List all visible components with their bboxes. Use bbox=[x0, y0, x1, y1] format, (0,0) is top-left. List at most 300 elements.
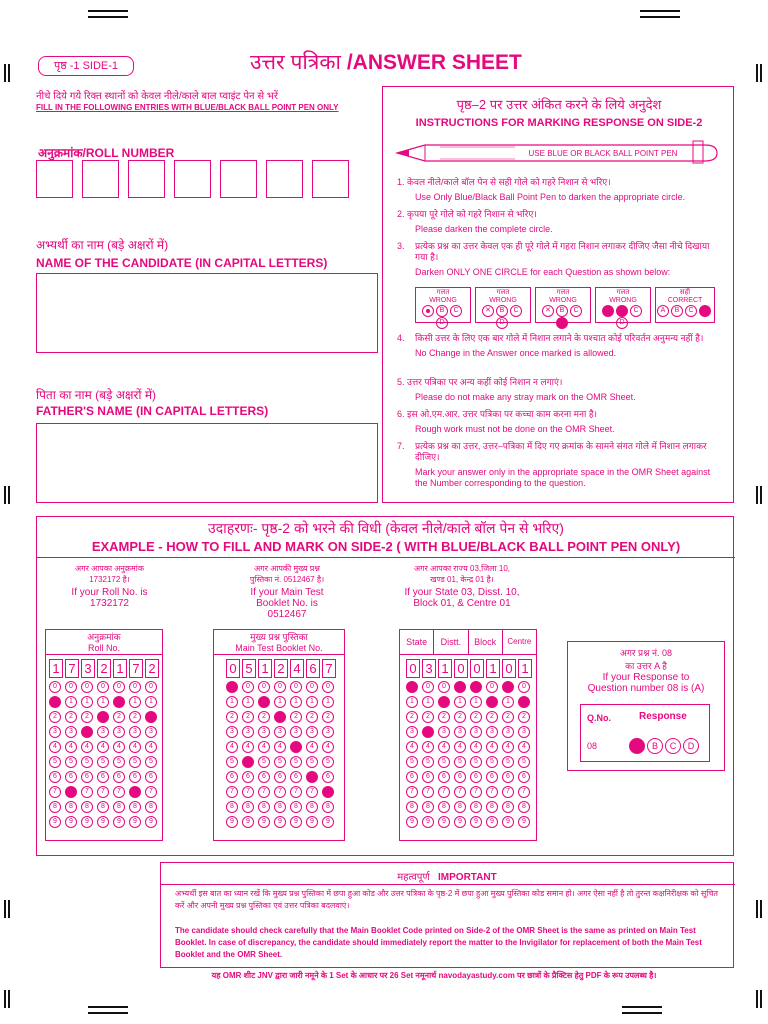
bubble-row bbox=[406, 741, 536, 756]
instructions-panel bbox=[382, 86, 734, 503]
digit-bubble[interactable] bbox=[322, 786, 334, 798]
digit-bubble[interactable] bbox=[242, 756, 254, 768]
digit-bubble[interactable]: 0 bbox=[306, 681, 318, 693]
digit-bubble[interactable]: 2 bbox=[290, 711, 302, 723]
digit-bubble[interactable]: 4 bbox=[65, 741, 77, 753]
digit-bubble[interactable]: 0 bbox=[486, 681, 498, 693]
bubble-row bbox=[226, 786, 344, 801]
example-divider bbox=[37, 557, 735, 558]
digit-bubble[interactable]: 3 bbox=[486, 726, 498, 738]
digit-bubble[interactable]: 9 bbox=[502, 816, 514, 828]
bubble-row bbox=[406, 771, 536, 786]
digit-bubble[interactable]: 8 bbox=[81, 801, 93, 813]
digit-bubble[interactable]: 7 bbox=[226, 786, 238, 798]
digit-bubble[interactable]: 4 bbox=[97, 741, 109, 753]
digit-bubble[interactable]: 5 bbox=[113, 756, 125, 768]
bubble-row bbox=[49, 816, 162, 831]
instruction-item-5: 5. उत्तर पत्रिका पर अन्य कहीं कोई निशान न लगाएं। Please do not make any stray mark on the OMR Sheet. bbox=[397, 377, 636, 402]
digit-bubble[interactable]: 4 bbox=[454, 741, 466, 753]
example-wrong-2: गलत WRONG ✕ B CD bbox=[475, 287, 531, 323]
digit-entry-cell[interactable]: 1 bbox=[113, 659, 127, 678]
digit-bubble[interactable]: 4 bbox=[113, 741, 125, 753]
digit-bubble[interactable]: 0 bbox=[65, 681, 77, 693]
response-example-box: अगर प्रश्न नं. 08 का उत्तर A है If your Response to Question number 08 is (A) Q.No. Response 08 B C D bbox=[567, 641, 725, 771]
digit-bubble[interactable]: 8 bbox=[322, 801, 334, 813]
bubble-row bbox=[226, 756, 344, 771]
candidate-name-field[interactable] bbox=[36, 273, 378, 353]
important-divider bbox=[161, 884, 735, 885]
digit-bubble[interactable]: 3 bbox=[454, 726, 466, 738]
digit-entry-cell[interactable]: 7 bbox=[65, 659, 79, 678]
digit-entry-cell[interactable]: 6 bbox=[306, 659, 320, 678]
bubble-row bbox=[406, 696, 536, 711]
digit-bubble[interactable]: 4 bbox=[470, 741, 482, 753]
digit-bubble[interactable]: 9 bbox=[145, 816, 157, 828]
side-label-box bbox=[38, 56, 134, 76]
digit-bubble[interactable]: 0 bbox=[322, 681, 334, 693]
digit-bubble[interactable]: 3 bbox=[258, 726, 270, 738]
bubble-row bbox=[226, 741, 344, 756]
digit-bubble[interactable]: 4 bbox=[306, 741, 318, 753]
digit-bubble[interactable]: 6 bbox=[258, 771, 270, 783]
digit-bubble[interactable]: 4 bbox=[406, 741, 418, 753]
digit-bubble[interactable]: 2 bbox=[129, 711, 141, 723]
digit-bubble[interactable]: 4 bbox=[242, 741, 254, 753]
digit-bubble[interactable]: 3 bbox=[49, 726, 61, 738]
digit-bubble[interactable]: 1 bbox=[145, 696, 157, 708]
digit-entry-row bbox=[406, 659, 536, 681]
digit-bubble[interactable]: 4 bbox=[258, 741, 270, 753]
digit-bubble[interactable]: 2 bbox=[242, 711, 254, 723]
digit-bubble[interactable]: 9 bbox=[422, 816, 434, 828]
digit-bubble[interactable]: 8 bbox=[65, 801, 77, 813]
digit-entry-cell[interactable]: 1 bbox=[518, 659, 532, 678]
digit-bubble[interactable]: 0 bbox=[274, 681, 286, 693]
digit-bubble[interactable] bbox=[438, 696, 450, 708]
digit-bubble[interactable]: 7 bbox=[502, 786, 514, 798]
digit-bubble[interactable]: 2 bbox=[226, 711, 238, 723]
option-a-bubble[interactable] bbox=[629, 738, 645, 754]
digit-bubble[interactable]: 0 bbox=[81, 681, 93, 693]
digit-bubble[interactable]: 3 bbox=[113, 726, 125, 738]
digit-bubble[interactable] bbox=[49, 696, 61, 708]
digit-bubble[interactable]: 7 bbox=[470, 786, 482, 798]
digit-bubble[interactable]: 9 bbox=[290, 816, 302, 828]
digit-bubble[interactable]: 6 bbox=[422, 771, 434, 783]
digit-bubble[interactable]: 5 bbox=[306, 756, 318, 768]
digit-bubble[interactable]: 4 bbox=[486, 741, 498, 753]
digit-bubble[interactable]: 8 bbox=[518, 801, 530, 813]
digit-bubble[interactable]: 7 bbox=[290, 786, 302, 798]
digit-bubble[interactable]: 9 bbox=[258, 816, 270, 828]
digit-bubble[interactable]: 5 bbox=[454, 756, 466, 768]
fill-note-hindi: नीचे दिये गये रिक्त स्थानों को केवल नीले/काले बाल प्वाइंट पेन से भरें bbox=[36, 91, 279, 102]
digit-bubble[interactable]: 4 bbox=[49, 741, 61, 753]
digit-entry-cell[interactable]: 0 bbox=[454, 659, 468, 678]
instruction-item-7: 7. प्रत्येक प्रश्न का उत्तर, उत्तर–पत्रिका में दिए गए क्रमांक के सामने संगत गोले में निशान लगाकर दीजिए। Mark your answer only in the appropriate space in the OMR Sheet against the Number corresponding to the question. bbox=[397, 441, 711, 488]
digit-bubble[interactable]: 6 bbox=[113, 771, 125, 783]
digit-bubble[interactable]: 1 bbox=[97, 696, 109, 708]
digit-bubble[interactable]: 1 bbox=[322, 696, 334, 708]
digit-bubble[interactable]: 6 bbox=[226, 771, 238, 783]
digit-bubble[interactable] bbox=[97, 711, 109, 723]
digit-bubble[interactable]: 2 bbox=[65, 711, 77, 723]
digit-bubble[interactable] bbox=[113, 696, 125, 708]
digit-entry-cell[interactable]: 3 bbox=[81, 659, 95, 678]
digit-entry-cell[interactable]: 1 bbox=[258, 659, 272, 678]
digit-bubble[interactable]: 8 bbox=[290, 801, 302, 813]
digit-bubble[interactable]: 1 bbox=[422, 696, 434, 708]
digit-bubble[interactable]: 2 bbox=[306, 711, 318, 723]
digit-bubble[interactable]: 5 bbox=[422, 756, 434, 768]
digit-bubble[interactable]: 8 bbox=[274, 801, 286, 813]
instructions-title-english: INSTRUCTIONS FOR MARKING RESPONSE ON SIDE-2 bbox=[415, 117, 703, 129]
digit-bubble[interactable]: 7 bbox=[422, 786, 434, 798]
timing-mark bbox=[2, 900, 12, 918]
instructions-title-hindi: पृष्ठ–2 पर उत्तर अंकित करने के लिये अनुदेश bbox=[456, 97, 662, 112]
digit-bubble[interactable]: 6 bbox=[406, 771, 418, 783]
digit-bubble[interactable]: 5 bbox=[81, 756, 93, 768]
digit-bubble[interactable] bbox=[518, 696, 530, 708]
timing-mark bbox=[2, 990, 12, 1008]
digit-bubble[interactable]: 0 bbox=[242, 681, 254, 693]
digit-bubble[interactable]: 5 bbox=[438, 756, 450, 768]
digit-bubble[interactable]: 9 bbox=[470, 816, 482, 828]
digit-bubble[interactable]: 4 bbox=[226, 741, 238, 753]
digit-bubble[interactable]: 8 bbox=[406, 801, 418, 813]
digit-bubble[interactable]: 1 bbox=[65, 696, 77, 708]
marking-examples bbox=[415, 287, 715, 327]
digit-bubble[interactable]: 7 bbox=[49, 786, 61, 798]
digit-bubble[interactable]: 2 bbox=[406, 711, 418, 723]
digit-bubble[interactable]: 3 bbox=[242, 726, 254, 738]
digit-bubble[interactable]: 8 bbox=[258, 801, 270, 813]
digit-bubble[interactable]: 8 bbox=[438, 801, 450, 813]
digit-bubble[interactable]: 9 bbox=[274, 816, 286, 828]
digit-bubble[interactable]: 6 bbox=[97, 771, 109, 783]
digit-entry-cell[interactable]: 3 bbox=[422, 659, 436, 678]
digit-bubble[interactable]: 9 bbox=[406, 816, 418, 828]
digit-bubble[interactable]: 0 bbox=[438, 681, 450, 693]
digit-bubble[interactable]: 3 bbox=[406, 726, 418, 738]
digit-bubble[interactable]: 3 bbox=[322, 726, 334, 738]
digit-bubble[interactable]: 4 bbox=[145, 741, 157, 753]
digit-bubble[interactable]: 5 bbox=[145, 756, 157, 768]
digit-bubble[interactable] bbox=[454, 681, 466, 693]
digit-bubble[interactable]: 1 bbox=[129, 696, 141, 708]
digit-bubble[interactable]: 8 bbox=[502, 801, 514, 813]
digit-bubble[interactable]: 2 bbox=[518, 711, 530, 723]
digit-bubble[interactable]: 8 bbox=[306, 801, 318, 813]
digit-bubble[interactable]: 5 bbox=[49, 756, 61, 768]
digit-bubble[interactable]: 6 bbox=[145, 771, 157, 783]
digit-bubble[interactable]: 1 bbox=[226, 696, 238, 708]
digit-bubble[interactable]: 6 bbox=[274, 771, 286, 783]
timing-mark bbox=[88, 1006, 128, 1014]
option-c-bubble[interactable]: C bbox=[665, 738, 681, 754]
footer-note: यह OMR शीट JNV द्वारा जारी नमूने के 1 Set के आधार पर 26 Set नमूनार्थ navodayastudy.com पर छात्रों के प्रैक्टिस हेतु PDF के रूप उपलब्ध है। bbox=[211, 971, 657, 980]
digit-bubble[interactable]: 0 bbox=[290, 681, 302, 693]
digit-bubble[interactable]: 2 bbox=[113, 711, 125, 723]
digit-bubble[interactable]: 2 bbox=[438, 711, 450, 723]
digit-bubble[interactable]: 8 bbox=[470, 801, 482, 813]
bubble-row bbox=[406, 816, 536, 831]
instruction-item-4: 4. किसी उत्तर के लिए एक बार गोले में निशान लगाने के पश्चात कोई परिवर्तन अनुमन्य नहीं है। No Change in the Answer once marked is allowed. bbox=[397, 333, 704, 358]
digit-entry-cell[interactable]: 0 bbox=[470, 659, 484, 678]
digit-bubble[interactable]: 8 bbox=[129, 801, 141, 813]
timing-mark bbox=[2, 486, 12, 504]
digit-bubble[interactable]: 8 bbox=[486, 801, 498, 813]
roll-number-input-box[interactable] bbox=[128, 160, 165, 198]
digit-bubble[interactable]: 5 bbox=[129, 756, 141, 768]
digit-bubble[interactable]: 8 bbox=[242, 801, 254, 813]
digit-bubble[interactable]: 6 bbox=[438, 771, 450, 783]
digit-bubble[interactable]: 0 bbox=[129, 681, 141, 693]
digit-bubble[interactable]: 0 bbox=[258, 681, 270, 693]
digit-bubble[interactable]: 9 bbox=[518, 816, 530, 828]
digit-entry-cell[interactable]: 5 bbox=[242, 659, 256, 678]
digit-bubble[interactable]: 3 bbox=[274, 726, 286, 738]
digit-bubble[interactable]: 2 bbox=[502, 711, 514, 723]
digit-bubble[interactable]: 0 bbox=[113, 681, 125, 693]
instruction-item-1: 1. केवल नीले/काले बॉल पेन से सही गोले को गहरे निशान से भरिए। Use Only Blue/Black Ball Point Pen to darken the appropriate circle. bbox=[397, 177, 686, 202]
digit-bubble[interactable]: 3 bbox=[65, 726, 77, 738]
state-col-head: State bbox=[400, 630, 434, 654]
roll-number-input-box[interactable] bbox=[220, 160, 257, 198]
digit-bubble[interactable]: 6 bbox=[129, 771, 141, 783]
digit-bubble[interactable]: 1 bbox=[470, 696, 482, 708]
digit-bubble[interactable]: 4 bbox=[274, 741, 286, 753]
bubble-row bbox=[49, 711, 162, 726]
roll-number-input-box[interactable] bbox=[174, 160, 211, 198]
digit-bubble[interactable]: 7 bbox=[406, 786, 418, 798]
digit-entry-cell[interactable]: 2 bbox=[145, 659, 159, 678]
digit-bubble[interactable]: 4 bbox=[422, 741, 434, 753]
digit-bubble[interactable]: 7 bbox=[97, 786, 109, 798]
digit-bubble[interactable]: 7 bbox=[242, 786, 254, 798]
digit-bubble[interactable]: 1 bbox=[502, 696, 514, 708]
bubble-row bbox=[226, 681, 344, 696]
digit-bubble[interactable]: 3 bbox=[518, 726, 530, 738]
response-label: Response bbox=[639, 711, 687, 722]
digit-bubble[interactable]: 6 bbox=[486, 771, 498, 783]
roll-omr-grid: अनुक्रमांक Roll No. 1 7 3 2 1 7 2 0 0 0 0 0 0 0 1 1 1 1 1 2 2 2 2 2 3 3 3 3 3 3 4 4 4 4 4 4 4 5 5 5 5 5 5 5 6 6 6 6 6 6 6 7 7 7 7 7 8 8 8 8 8 8 8 9 9 9 9 9 9 9 bbox=[45, 629, 163, 841]
digit-bubble[interactable]: 6 bbox=[81, 771, 93, 783]
bubble-row bbox=[49, 741, 162, 756]
bubble-row bbox=[406, 681, 536, 696]
digit-bubble[interactable]: 6 bbox=[454, 771, 466, 783]
digit-bubble[interactable]: 9 bbox=[306, 816, 318, 828]
digit-bubble[interactable]: 5 bbox=[258, 756, 270, 768]
digit-bubble[interactable] bbox=[65, 786, 77, 798]
digit-bubble[interactable]: 2 bbox=[454, 711, 466, 723]
title-english: ANSWER SHEET bbox=[352, 51, 522, 74]
digit-bubble[interactable]: 2 bbox=[322, 711, 334, 723]
digit-entry-cell[interactable]: 0 bbox=[502, 659, 516, 678]
digit-bubble[interactable]: 9 bbox=[322, 816, 334, 828]
digit-bubble[interactable]: 7 bbox=[113, 786, 125, 798]
digit-bubble[interactable] bbox=[502, 681, 514, 693]
digit-entry-cell[interactable]: 7 bbox=[129, 659, 143, 678]
digit-bubble[interactable] bbox=[486, 696, 498, 708]
digit-bubble[interactable]: 6 bbox=[502, 771, 514, 783]
digit-bubble[interactable] bbox=[290, 741, 302, 753]
digit-bubble[interactable]: 3 bbox=[438, 726, 450, 738]
digit-bubble[interactable]: 4 bbox=[81, 741, 93, 753]
digit-bubble[interactable]: 5 bbox=[486, 756, 498, 768]
digit-bubble[interactable]: 2 bbox=[49, 711, 61, 723]
digit-bubble[interactable]: 5 bbox=[97, 756, 109, 768]
timing-mark bbox=[754, 486, 764, 504]
digit-bubble[interactable]: 1 bbox=[306, 696, 318, 708]
digit-entry-cell[interactable]: 4 bbox=[290, 659, 304, 678]
digit-bubble[interactable]: 5 bbox=[502, 756, 514, 768]
digit-bubble[interactable]: 7 bbox=[274, 786, 286, 798]
digit-bubble[interactable] bbox=[306, 771, 318, 783]
option-d-bubble[interactable]: D bbox=[683, 738, 699, 754]
digit-bubble[interactable]: 9 bbox=[65, 816, 77, 828]
digit-entry-cell[interactable]: 7 bbox=[322, 659, 336, 678]
digit-bubble[interactable]: 0 bbox=[145, 681, 157, 693]
digit-bubble[interactable]: 2 bbox=[422, 711, 434, 723]
digit-bubble[interactable]: 2 bbox=[470, 711, 482, 723]
digit-bubble[interactable]: 7 bbox=[454, 786, 466, 798]
digit-bubble[interactable]: 8 bbox=[422, 801, 434, 813]
digit-bubble[interactable] bbox=[81, 726, 93, 738]
digit-bubble[interactable]: 9 bbox=[226, 816, 238, 828]
digit-bubble[interactable]: 5 bbox=[274, 756, 286, 768]
roll-number-input-box[interactable] bbox=[36, 160, 73, 198]
digit-bubble[interactable]: 5 bbox=[518, 756, 530, 768]
digit-bubble[interactable] bbox=[258, 696, 270, 708]
digit-bubble[interactable]: 5 bbox=[65, 756, 77, 768]
digit-bubble[interactable]: 1 bbox=[454, 696, 466, 708]
digit-bubble[interactable]: 8 bbox=[113, 801, 125, 813]
digit-bubble[interactable]: 4 bbox=[129, 741, 141, 753]
digit-bubble[interactable] bbox=[226, 681, 238, 693]
digit-bubble[interactable]: 3 bbox=[145, 726, 157, 738]
digit-bubble[interactable]: 9 bbox=[113, 816, 125, 828]
digit-bubble[interactable]: 7 bbox=[518, 786, 530, 798]
digit-bubble[interactable]: 1 bbox=[290, 696, 302, 708]
digit-bubble[interactable]: 7 bbox=[258, 786, 270, 798]
digit-bubble[interactable] bbox=[274, 711, 286, 723]
digit-bubble[interactable]: 2 bbox=[258, 711, 270, 723]
digit-bubble[interactable]: 5 bbox=[290, 756, 302, 768]
digit-bubble[interactable]: 3 bbox=[97, 726, 109, 738]
digit-bubble[interactable]: 1 bbox=[274, 696, 286, 708]
digit-bubble[interactable]: 3 bbox=[306, 726, 318, 738]
digit-bubble[interactable]: 6 bbox=[242, 771, 254, 783]
digit-bubble[interactable]: 0 bbox=[422, 681, 434, 693]
digit-bubble[interactable]: 5 bbox=[470, 756, 482, 768]
timing-mark bbox=[88, 10, 128, 18]
digit-bubble[interactable]: 9 bbox=[129, 816, 141, 828]
response-options bbox=[629, 738, 701, 756]
candidate-label-hindi: अभ्यर्थी का नाम (बड़े अक्षरों में) bbox=[36, 238, 169, 252]
digit-bubble[interactable]: 6 bbox=[518, 771, 530, 783]
digit-bubble[interactable]: 1 bbox=[242, 696, 254, 708]
bubble-row bbox=[49, 726, 162, 741]
digit-bubble[interactable]: 9 bbox=[81, 816, 93, 828]
digit-bubble[interactable] bbox=[129, 786, 141, 798]
digit-entry-cell[interactable]: 1 bbox=[486, 659, 500, 678]
digit-bubble[interactable]: 4 bbox=[438, 741, 450, 753]
digit-bubble[interactable]: 7 bbox=[145, 786, 157, 798]
digit-bubble[interactable]: 6 bbox=[322, 771, 334, 783]
digit-entry-cell[interactable]: 0 bbox=[226, 659, 240, 678]
digit-bubble[interactable]: 3 bbox=[129, 726, 141, 738]
digit-bubble[interactable]: 5 bbox=[322, 756, 334, 768]
digit-bubble[interactable]: 8 bbox=[226, 801, 238, 813]
important-box bbox=[160, 862, 734, 968]
digit-entry-cell[interactable]: 1 bbox=[49, 659, 63, 678]
digit-bubble[interactable]: 7 bbox=[306, 786, 318, 798]
digit-bubble[interactable]: 8 bbox=[49, 801, 61, 813]
digit-bubble[interactable]: 9 bbox=[49, 816, 61, 828]
digit-bubble[interactable] bbox=[422, 726, 434, 738]
digit-bubble[interactable]: 3 bbox=[290, 726, 302, 738]
digit-bubble[interactable]: 6 bbox=[49, 771, 61, 783]
digit-bubble[interactable]: 5 bbox=[226, 756, 238, 768]
digit-bubble[interactable]: 4 bbox=[502, 741, 514, 753]
digit-bubble[interactable]: 6 bbox=[290, 771, 302, 783]
option-b-bubble[interactable]: B bbox=[647, 738, 663, 754]
digit-bubble[interactable]: 9 bbox=[438, 816, 450, 828]
bubble-row bbox=[49, 771, 162, 786]
digit-entry-cell[interactable]: 2 bbox=[97, 659, 111, 678]
digit-bubble[interactable]: 5 bbox=[406, 756, 418, 768]
digit-bubble[interactable]: 8 bbox=[145, 801, 157, 813]
digit-bubble[interactable]: 8 bbox=[97, 801, 109, 813]
digit-bubble[interactable]: 8 bbox=[454, 801, 466, 813]
roll-number-input-box[interactable] bbox=[312, 160, 349, 198]
roll-number-input-box[interactable] bbox=[82, 160, 119, 198]
digit-bubble[interactable]: 2 bbox=[81, 711, 93, 723]
digit-bubble[interactable]: 6 bbox=[65, 771, 77, 783]
digit-bubble[interactable]: 0 bbox=[518, 681, 530, 693]
digit-entry-cell[interactable]: 0 bbox=[406, 659, 420, 678]
digit-bubble[interactable]: 9 bbox=[486, 816, 498, 828]
digit-bubble[interactable] bbox=[470, 681, 482, 693]
digit-bubble[interactable]: 0 bbox=[97, 681, 109, 693]
digit-bubble[interactable]: 6 bbox=[470, 771, 482, 783]
pen-label: USE BLUE OR BLACK BALL POINT PEN bbox=[528, 149, 678, 158]
digit-bubble[interactable]: 9 bbox=[242, 816, 254, 828]
digit-bubble[interactable]: 4 bbox=[322, 741, 334, 753]
digit-bubble[interactable]: 4 bbox=[518, 741, 530, 753]
digit-bubble[interactable]: 3 bbox=[226, 726, 238, 738]
digit-bubble[interactable] bbox=[406, 681, 418, 693]
roll-number-input-box[interactable] bbox=[266, 160, 303, 198]
digit-bubble[interactable]: 7 bbox=[486, 786, 498, 798]
digit-bubble[interactable]: 7 bbox=[438, 786, 450, 798]
digit-entry-cell[interactable]: 1 bbox=[438, 659, 452, 678]
digit-bubble[interactable]: 3 bbox=[502, 726, 514, 738]
digit-entry-cell[interactable]: 2 bbox=[274, 659, 288, 678]
digit-bubble[interactable]: 1 bbox=[406, 696, 418, 708]
digit-bubble[interactable]: 9 bbox=[97, 816, 109, 828]
digit-bubble[interactable]: 7 bbox=[81, 786, 93, 798]
digit-bubble[interactable]: 9 bbox=[454, 816, 466, 828]
father-name-field[interactable] bbox=[36, 423, 378, 503]
digit-bubble[interactable]: 1 bbox=[81, 696, 93, 708]
digit-bubble[interactable]: 2 bbox=[486, 711, 498, 723]
digit-bubble[interactable] bbox=[145, 711, 157, 723]
digit-bubble[interactable]: 3 bbox=[470, 726, 482, 738]
digit-bubble[interactable]: 0 bbox=[49, 681, 61, 693]
father-label-english: FATHER'S NAME (IN CAPITAL LETTERS) bbox=[36, 404, 269, 418]
